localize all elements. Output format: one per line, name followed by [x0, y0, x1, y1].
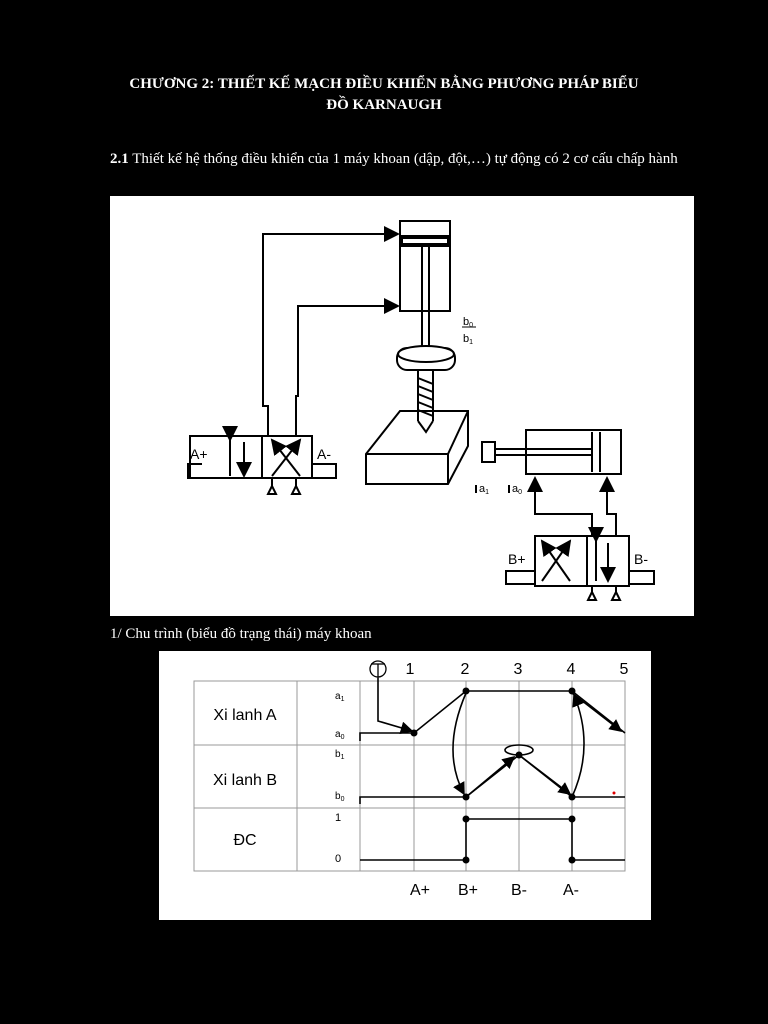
step-5-label: 5: [619, 661, 629, 678]
valve-a-minus-label: A-: [317, 446, 331, 462]
cylinder-b-body: [526, 430, 621, 474]
row-label-cylinder-b: Xi lanh B: [212, 772, 278, 789]
row-label-cylinder-a: Xi lanh A: [213, 707, 277, 724]
level-dc0-label: 0: [335, 853, 342, 865]
row-label-motor: ĐC: [233, 832, 257, 849]
state-diagram-figure: [159, 651, 651, 920]
action-a-plus: A+: [409, 882, 431, 899]
step-4-label: 4: [566, 661, 576, 678]
section-heading: [110, 149, 700, 169]
level-a0-label: $a_0$: [335, 729, 345, 741]
action-b-plus: B+: [457, 882, 479, 899]
cylinder-a-body: [400, 221, 450, 311]
chapter-title-line1: CHƯƠNG 2: THIẾT KẾ MẠCH ĐIỀU KHIỂN BẰNG PHƯƠNG PHÁP BIỂU: [129, 76, 639, 92]
level-a1-label: $a_1$: [335, 691, 345, 703]
valve-a-plus-label: A+: [190, 446, 208, 462]
state-diagram-svg: [159, 651, 651, 920]
step-2-label: 2: [460, 661, 470, 678]
drill-schematic-figure: [110, 196, 694, 616]
valve-b: [506, 536, 654, 586]
section-number: 2.1: [110, 151, 129, 167]
workpiece: [366, 411, 468, 484]
action-a-minus: A-: [563, 882, 579, 899]
step-1-label: 1: [405, 661, 415, 678]
level-b0-label: $b_0$: [335, 791, 345, 803]
sensor-b1-label: b1: [463, 333, 474, 346]
drill-schematic-svg: [110, 196, 694, 616]
sensor-a1-label: a1: [479, 483, 490, 496]
drill-bit: [418, 371, 433, 432]
action-b-minus: B-: [511, 882, 527, 899]
chapter-title: [70, 74, 698, 116]
level-b1-label: $b_1$: [335, 749, 345, 761]
level-dc1-label: 1: [335, 812, 342, 824]
state-traces: [360, 678, 625, 860]
sensor-a0-label: a0: [512, 483, 523, 496]
step-3-label: 3: [513, 661, 523, 678]
valve-b-minus-label: B-: [634, 551, 648, 567]
start-symbol: [370, 661, 386, 678]
section-text: Thiết kế hệ thống điều khiển của 1 máy khoan (dập, đột,…) tự động có 2 cơ cấu chấp hành: [128, 151, 678, 167]
sensor-b0-label: b0: [463, 316, 474, 329]
cycle-caption: 1/ Chu trình (biểu đồ trạng thái) máy khoan: [110, 626, 372, 642]
valve-a: [188, 436, 336, 478]
valve-b-plus-label: B+: [508, 551, 526, 567]
chapter-title-line2: ĐỒ KARNAUGH: [326, 97, 442, 113]
